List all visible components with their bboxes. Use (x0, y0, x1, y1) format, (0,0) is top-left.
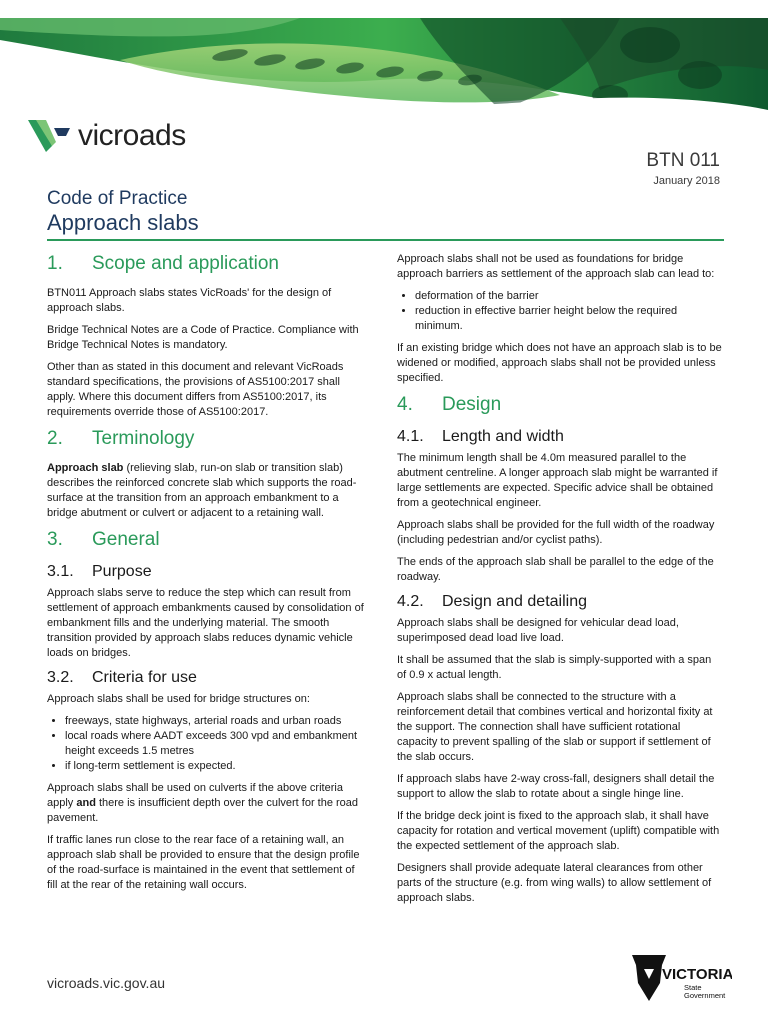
subsection-number: 4.2. (397, 593, 424, 610)
subsection-number: 4.1. (397, 428, 424, 445)
paragraph: Bridge Technical Notes are a Code of Practice. Compliance with Bridge Technical Notes is mandatory. (47, 324, 359, 351)
document-date: January 2018 (653, 175, 720, 187)
paragraph: Approach slabs shall be provided for the full width of the roadway (including pedestrian and/or cyclist paths). (397, 519, 715, 546)
section-title: Scope and application (92, 253, 279, 274)
list-item: • reduction in effective barrier height below the required minimum. (415, 304, 722, 334)
term-definition: (relieving slab, run-on slab or transition slab) describes the reinforced concrete slab which supports the road-surface at the transition from an approach embankment to a bridge abutment or culvert or adjacent to a retaining wall. (47, 462, 357, 519)
vicroads-logo-icon (26, 116, 74, 156)
left-column (47, 252, 367, 900)
text-span: there is insufficient depth over the culvert for the road pavement. (47, 797, 359, 824)
bullet-list (47, 714, 367, 774)
section-heading (47, 528, 367, 552)
subsection-title: Purpose (92, 563, 152, 580)
section-number: 2. (47, 428, 63, 449)
paragraph (47, 781, 367, 826)
list-item: • if long-term settlement is expected. (65, 759, 367, 774)
document-title: Approach slabs (47, 210, 199, 235)
paragraph: If traffic lanes run close to the rear face of a retaining wall, an approach slab shall be provided to ensure that the design profile of the road-surface is maintained in the event that settlement of fill at the rear of the retaining wall occurs. (47, 834, 360, 891)
subsection-heading (397, 592, 722, 612)
section-number: 1. (47, 253, 63, 274)
section-number: 4. (397, 394, 413, 415)
paragraph: It shall be assumed that the slab is simply-supported with a span of 0.9 x actual length. (397, 654, 712, 681)
paragraph: Approach slabs serve to reduce the step which can result from settlement of approach embankments caused by consolidation of embankment fills and the underlying material. The smooth transition provided by approach slabs reduces dynamic vehicle loads on bridges. (47, 587, 364, 659)
subsection-heading (397, 427, 722, 447)
paragraph: Approach slabs shall be connected to the structure with a reinforcement detail that combines vertical and horizontal fixity at the support. The connection shall have sufficient rotational capacity to prevent spalling of the slab or support if settlement of the slab occurs. (397, 691, 713, 763)
section-heading (47, 252, 367, 276)
paragraph: If an existing bridge which does not have an approach slab is to be widened or modified, approach slabs shall not be provided unless specified. (397, 342, 722, 384)
paragraph: Approach slabs shall be used for bridge structures on: (47, 693, 310, 705)
header-banner (0, 0, 768, 128)
vicroads-logo (26, 116, 186, 156)
subsection-title: Criteria for use (92, 669, 197, 686)
paragraph: Designers shall provide adequate lateral clearances from other parts of the structure (e.g. from wing walls) to allow settlement of approach slabs. (397, 862, 712, 904)
svg-text:Government: Government (684, 991, 726, 1000)
title-divider (47, 239, 724, 241)
bold-span: and (76, 797, 96, 809)
paragraph: If approach slabs have 2-way cross-fall, designers shall detail the support to allow the slab to rotate about a single hinge line. (397, 773, 715, 800)
paragraph: Other than as stated in this document and relevant VicRoads standard specifications, the provisions of AS5100:2017 shall apply. Where this document differs from AS5100:2017, its requirements override those of AS5100:2017. (47, 361, 344, 418)
footer-url[interactable]: vicroads.vic.gov.au (47, 975, 166, 991)
brand-wordmark: vicroads (78, 119, 186, 152)
subsection-number: 3.1. (47, 563, 74, 580)
section-title: Terminology (92, 428, 195, 449)
section-heading (397, 393, 722, 417)
victoria-state-government-logo (632, 955, 732, 1010)
section-title: General (92, 529, 160, 550)
section-number: 3. (47, 529, 63, 550)
bullet-list (397, 289, 722, 334)
document-id: BTN 011 (646, 150, 720, 171)
paragraph (47, 461, 367, 521)
paragraph: If the bridge deck joint is fixed to the approach slab, it shall have capacity for rotation and vertical movement (uplift) compatible with the expected settlement of the approach slab. (397, 810, 720, 852)
section-title: Design (442, 394, 502, 415)
term-bold: Approach slab (47, 462, 124, 474)
text-span: Approach slabs shall be used on culverts if the above criteria apply (47, 782, 343, 809)
list-item: • local roads where AADT exceeds 300 vpd and embankment height exceeds 1.5 metres (65, 729, 367, 759)
subsection-title: Design and detailing (442, 593, 587, 610)
subsection-number: 3.2. (47, 669, 74, 686)
paragraph: The ends of the approach slab shall be parallel to the edge of the roadway. (397, 556, 714, 583)
paragraph: Approach slabs shall be designed for vehicular dead load, superimposed dead load live load. (397, 617, 679, 644)
document-category: Code of Practice (47, 188, 188, 209)
subsection-title: Length and width (442, 428, 564, 445)
paragraph: Approach slabs shall not be used as foundations for bridge approach barriers as settlement of the approach slab can lead to: (397, 253, 715, 280)
subsection-heading (47, 668, 367, 688)
subsection-heading (47, 562, 367, 582)
list-item: • deformation of the barrier (415, 289, 722, 304)
paragraph: BTN011 Approach slabs states VicRoads' for the design of approach slabs. (47, 287, 332, 314)
list-item: • freeways, state highways, arterial roads and urban roads (65, 714, 367, 729)
paragraph: The minimum length shall be 4.0m measured parallel to the abutment centreline. A longer approach slab might be warranted if large settlements are expected. Specific advice shall be obtained from a geotechnical engineer. (397, 452, 718, 509)
svg-text:State: State (684, 983, 702, 992)
right-column (397, 252, 722, 913)
svg-text:VICTORIA: VICTORIA (662, 966, 732, 983)
section-heading (47, 427, 367, 451)
victoria-state-government-logo-icon (632, 955, 732, 1005)
